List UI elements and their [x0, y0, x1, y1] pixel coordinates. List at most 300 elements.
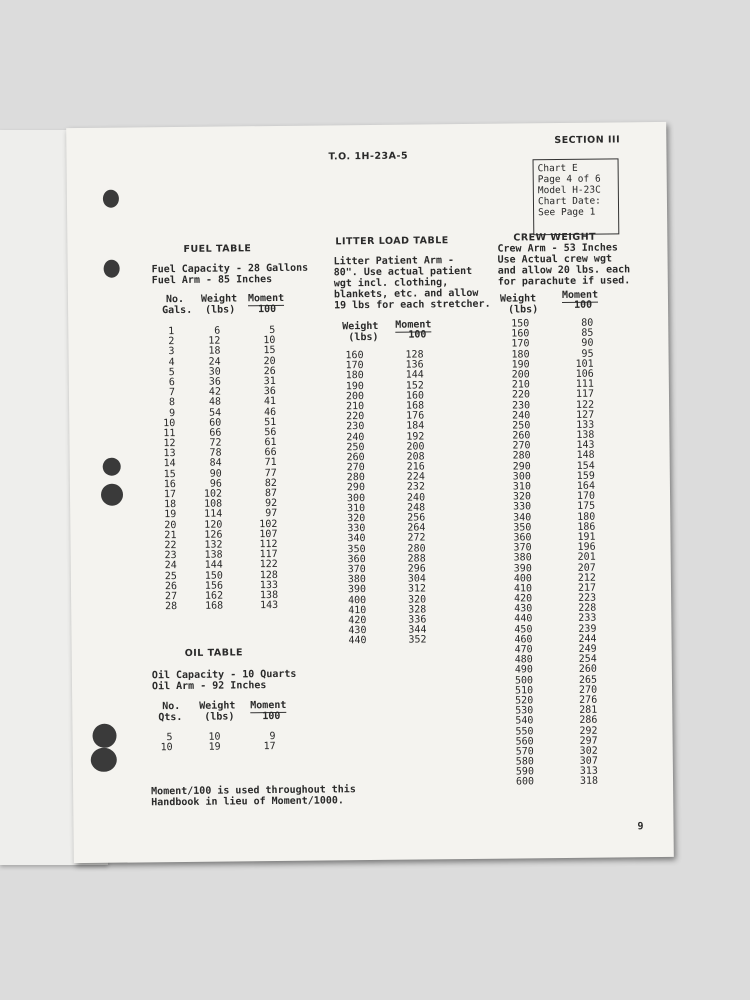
fuel-header-weight: Weight	[200, 293, 238, 305]
binder-hole	[91, 748, 117, 772]
table-cell: 320	[347, 513, 366, 525]
oil-no-column	[155, 733, 173, 754]
table-cell: 10	[263, 335, 276, 347]
table-cell: 18	[208, 345, 221, 358]
table-cell: 212	[577, 572, 596, 584]
table-cell: 217	[577, 582, 597, 594]
crew-desc-line: Use Actual crew wgt	[497, 253, 613, 266]
table-cell: 272	[407, 532, 426, 544]
table-cell: 184	[406, 420, 425, 432]
table-cell: 360	[347, 553, 366, 565]
table-cell: 260	[578, 664, 597, 676]
crew-desc-line: for parachute if used.	[497, 275, 631, 288]
table-cell: 200	[345, 390, 365, 402]
table-cell: 148	[576, 450, 595, 462]
table-cell: 26	[164, 580, 178, 592]
table-cell: 10	[163, 417, 176, 429]
table-cell: 22	[164, 539, 177, 552]
table-cell: 42	[208, 386, 221, 398]
oil-header-qts: Qts.	[158, 711, 183, 724]
table-cell: 108	[203, 498, 223, 510]
table-cell: 150	[511, 318, 530, 330]
table-cell: 430	[514, 603, 533, 615]
table-cell: 15	[263, 345, 276, 357]
table-cell: 152	[405, 379, 424, 392]
crew-weight-column	[504, 319, 534, 788]
fuel-header-gals: Gals.	[162, 304, 193, 317]
chart-box-line: Chart Date:	[537, 195, 601, 208]
table-cell: 56	[264, 426, 277, 438]
table-cell: 280	[407, 542, 426, 555]
crew-header-100: 100	[573, 299, 593, 311]
crew-header-lbs: (lbs)	[508, 304, 539, 316]
table-cell: 180	[577, 511, 596, 523]
table-cell: 5	[168, 366, 175, 378]
table-cell: 440	[348, 635, 367, 647]
table-cell: 400	[513, 572, 532, 585]
table-cell: 276	[579, 694, 598, 706]
table-cell: 6	[214, 325, 221, 337]
fuel-capacity: Fuel Capacity - 28 Gallons	[151, 262, 309, 276]
table-cell: 390	[513, 562, 532, 574]
table-cell: 144	[204, 559, 223, 572]
table-cell: 190	[511, 359, 530, 371]
table-cell: 350	[513, 522, 532, 534]
table-cell: 8	[168, 397, 176, 409]
crew-desc-line: and allow 20 lbs. each	[497, 264, 631, 277]
table-cell: 26	[263, 365, 276, 377]
fuel-no-column	[152, 327, 177, 612]
chart-box-line: Page 4 of 6	[537, 173, 601, 186]
litter-desc-line: 19 lbs for each stretcher.	[333, 298, 491, 312]
table-cell: 117	[259, 549, 278, 561]
table-cell: 61	[264, 437, 277, 449]
table-cell: 138	[204, 549, 223, 561]
table-cell: 186	[577, 521, 596, 533]
table-cell: 600	[515, 776, 535, 788]
table-cell: 66	[264, 447, 277, 459]
table-cell: 132	[204, 539, 223, 551]
table-cell: 220	[511, 389, 531, 401]
table-cell: 570	[515, 746, 534, 758]
crew-moment-label: Moment	[561, 289, 599, 301]
table-cell: 96	[209, 478, 222, 490]
table-cell: 111	[575, 378, 594, 390]
table-cell: 320	[408, 593, 427, 606]
table-cell: 164	[576, 480, 596, 492]
table-cell: 24	[164, 560, 177, 572]
table-cell: 170	[576, 490, 596, 503]
table-cell: 420	[514, 593, 533, 605]
table-cell: 307	[579, 755, 598, 767]
table-cell: 232	[406, 481, 426, 494]
table-cell: 360	[513, 532, 532, 544]
table-cell: 328	[408, 604, 427, 616]
table-cell: 312	[407, 583, 427, 595]
table-cell: 490	[514, 664, 533, 676]
litter-header-weight: Weight	[342, 320, 379, 333]
table-cell: 440	[514, 613, 533, 625]
table-cell: 344	[408, 624, 427, 636]
table-cell: 208	[406, 451, 425, 463]
chart-box-line: Model H-23C	[537, 184, 601, 197]
table-cell: 290	[512, 460, 531, 473]
oil-moment-column	[258, 732, 276, 753]
table-cell: 16	[163, 478, 176, 490]
table-cell: 71	[264, 457, 277, 469]
table-cell: 138	[259, 589, 279, 602]
table-cell: 92	[265, 498, 278, 510]
table-cell: 256	[407, 512, 426, 524]
oil-table-title: OIL TABLE	[184, 647, 244, 659]
table-cell: 170	[511, 338, 530, 350]
table-cell: 60	[209, 417, 222, 429]
table-cell: 36	[263, 386, 276, 398]
table-cell: 87	[264, 487, 278, 500]
table-cell: 17	[263, 741, 276, 753]
chart-box-line: Chart E	[537, 162, 578, 175]
table-cell: 25	[164, 570, 177, 582]
table-cell: 6	[168, 376, 175, 389]
table-cell: 1	[168, 326, 175, 338]
table-cell: 10	[208, 731, 221, 743]
table-cell: 15	[163, 468, 176, 480]
table-cell: 460	[514, 634, 533, 646]
table-cell: 143	[260, 600, 279, 612]
table-cell: 390	[347, 584, 367, 596]
litter-desc-line: blankets, etc. and allow	[333, 287, 479, 301]
table-cell: 117	[575, 388, 595, 401]
binder-hole	[92, 724, 116, 748]
table-cell: 106	[575, 368, 594, 380]
table-cell: 133	[259, 579, 279, 591]
table-cell: 220	[346, 411, 365, 423]
table-cell: 136	[405, 359, 424, 371]
table-cell: 128	[259, 569, 278, 581]
table-cell: 31	[263, 375, 276, 388]
table-cell: 233	[578, 613, 597, 625]
table-cell: 520	[515, 695, 534, 707]
table-cell: 310	[512, 481, 532, 493]
table-cell: 300	[346, 492, 366, 504]
oil-arm: Oil Arm - 92 Inches	[151, 680, 267, 693]
table-cell: 5	[166, 732, 173, 744]
table-cell: 13	[163, 448, 176, 460]
table-cell: 340	[513, 511, 532, 524]
table-cell: 27	[164, 590, 178, 603]
table-cell: 156	[204, 580, 224, 592]
footnote-line: Moment/100 is used throughout this	[151, 784, 356, 798]
table-cell: 288	[407, 553, 426, 565]
fuel-moment-column	[250, 326, 278, 611]
table-cell: 302	[579, 745, 598, 757]
table-cell: 107	[259, 528, 278, 540]
table-cell: 128	[405, 349, 424, 361]
table-cell: 240	[346, 431, 365, 443]
table-cell: 127	[576, 409, 595, 421]
table-cell: 380	[513, 552, 532, 564]
table-cell: 10	[160, 742, 173, 754]
table-cell: 9	[169, 407, 176, 419]
crew-desc-line: Crew Arm - 53 Inches	[497, 242, 618, 255]
table-cell: 260	[346, 451, 365, 464]
table-cell: 180	[511, 348, 530, 361]
table-cell: 313	[579, 765, 598, 778]
table-cell: 201	[577, 551, 596, 564]
table-cell: 380	[347, 574, 366, 586]
table-cell: 410	[513, 583, 533, 595]
table-cell: 3	[168, 346, 175, 358]
table-cell: 265	[578, 674, 598, 686]
table-cell: 102	[259, 518, 278, 530]
table-cell: 320	[512, 491, 532, 503]
table-cell: 500	[514, 674, 534, 687]
table-cell: 120	[204, 519, 223, 531]
table-cell: 90	[209, 468, 222, 480]
table-cell: 170	[345, 360, 364, 372]
crew-table-title: CREW WEIGHT	[513, 231, 597, 244]
table-cell: 144	[405, 369, 424, 381]
table-cell: 4	[168, 356, 175, 368]
table-cell: 470	[514, 644, 533, 656]
table-cell: 20	[263, 355, 276, 367]
table-cell: 150	[204, 570, 223, 582]
table-cell: 126	[204, 529, 223, 541]
litter-desc-line: Litter Patient Arm -	[333, 255, 455, 268]
litter-header-lbs: (lbs)	[348, 331, 379, 344]
table-cell: 254	[578, 653, 597, 666]
table-cell: 78	[209, 447, 222, 459]
table-cell: 11	[163, 427, 176, 440]
table-cell: 430	[348, 625, 367, 637]
binder-hole	[104, 260, 120, 278]
table-cell: 54	[209, 407, 222, 419]
table-cell: 210	[511, 379, 530, 391]
table-cell: 207	[577, 562, 596, 574]
table-cell: 352	[408, 634, 427, 646]
table-cell: 270	[346, 462, 365, 474]
table-cell: 80	[581, 317, 594, 329]
table-cell: 304	[407, 573, 426, 585]
litter-moment-label: Moment	[395, 319, 432, 331]
table-cell: 28	[165, 601, 178, 613]
table-cell: 590	[515, 766, 534, 778]
crew-header-weight: Weight	[499, 293, 537, 305]
table-cell: 260	[512, 430, 531, 442]
table-cell: 143	[576, 439, 595, 452]
table-cell: 450	[514, 623, 533, 636]
table-cell: 281	[579, 704, 598, 716]
oil-moment-label: Moment	[250, 699, 287, 712]
litter-table-title: LITTER LOAD TABLE	[335, 235, 449, 248]
table-cell: 18	[164, 499, 177, 511]
table-cell: 310	[347, 502, 366, 515]
table-cell: 168	[205, 600, 224, 612]
table-cell: 240	[406, 492, 426, 504]
table-cell: 24	[208, 356, 221, 368]
table-cell: 200	[406, 441, 425, 453]
table-cell: 51	[264, 416, 277, 428]
table-cell: 82	[264, 477, 277, 489]
fuel-moment-label: Moment	[247, 292, 285, 305]
table-cell: 175	[577, 501, 596, 513]
table-cell: 297	[579, 735, 598, 747]
footnote-line: Handbook in lieu of Moment/1000.	[151, 795, 344, 809]
table-cell: 336	[408, 614, 427, 626]
table-cell: 72	[209, 437, 222, 449]
litter-moment-column	[399, 350, 427, 646]
table-cell: 190	[345, 380, 364, 392]
oil-header-weight: Weight	[199, 700, 236, 712]
litter-desc-line: wgt incl. clothing,	[333, 277, 449, 290]
table-cell: 223	[578, 592, 597, 604]
table-cell: 114	[204, 508, 223, 521]
table-cell: 30	[208, 366, 221, 378]
table-cell: 85	[581, 327, 594, 339]
fuel-table-title: FUEL TABLE	[183, 243, 252, 255]
table-cell: 250	[512, 420, 531, 432]
table-cell: 560	[515, 735, 534, 748]
table-cell: 370	[347, 563, 366, 576]
table-cell: 270	[512, 440, 531, 452]
table-cell: 154	[576, 460, 595, 472]
table-cell: 200	[511, 369, 530, 381]
table-cell: 20	[164, 519, 177, 531]
table-cell: 480	[514, 654, 533, 666]
oil-header-no: No.	[162, 700, 181, 713]
table-cell: 160	[345, 350, 364, 362]
table-cell: 112	[259, 538, 278, 551]
table-cell: 95	[581, 348, 594, 360]
page-number: 9	[637, 821, 644, 833]
table-cell: 168	[405, 400, 425, 412]
table-cell: 101	[575, 358, 594, 370]
table-cell: 23	[164, 550, 177, 562]
table-cell: 17	[163, 489, 177, 501]
table-cell: 12	[208, 335, 221, 347]
table-cell: 216	[406, 461, 425, 473]
fuel-weight-column	[198, 327, 223, 612]
table-cell: 224	[406, 471, 425, 483]
table-cell: 122	[575, 399, 595, 411]
fuel-header-lbs: (lbs)	[205, 304, 236, 316]
table-cell: 180	[345, 370, 364, 382]
table-cell: 21	[164, 529, 177, 541]
table-cell: 240	[512, 410, 531, 422]
table-cell: 340	[347, 533, 366, 545]
table-cell: 300	[512, 471, 531, 483]
table-cell: 230	[346, 421, 365, 433]
litter-desc-line: 80". Use actual patient	[333, 265, 473, 279]
table-cell: 48	[208, 396, 222, 408]
table-cell: 510	[514, 685, 534, 697]
litter-header-100: 100	[408, 329, 427, 341]
oil-header-100: 100	[262, 710, 281, 723]
table-cell: 280	[512, 450, 531, 462]
table-cell: 290	[346, 482, 366, 494]
chart-info-box	[533, 158, 620, 235]
oil-header-lbs: (lbs)	[204, 711, 235, 723]
table-cell: 84	[209, 457, 222, 470]
crew-moment-column	[568, 319, 598, 788]
table-cell: 191	[577, 531, 596, 543]
table-cell: 160	[405, 390, 425, 402]
table-cell: 162	[204, 590, 224, 602]
table-cell: 318	[579, 776, 599, 788]
table-cell: 248	[407, 502, 426, 514]
document-page	[66, 122, 674, 863]
table-cell: 210	[345, 400, 365, 413]
table-cell: 296	[407, 563, 426, 575]
table-cell: 270	[578, 684, 598, 696]
table-cell: 244	[578, 633, 597, 645]
oil-capacity: Oil Capacity - 10 Quarts	[151, 668, 297, 682]
table-cell: 400	[348, 594, 367, 606]
table-cell: 46	[264, 406, 277, 418]
table-cell: 540	[515, 715, 534, 727]
litter-weight-column	[339, 351, 367, 647]
binder-hole	[103, 458, 121, 476]
table-cell: 410	[348, 604, 367, 616]
binder-hole	[101, 484, 123, 506]
oil-weight-column	[203, 733, 221, 754]
table-cell: 160	[511, 328, 530, 340]
table-cell: 12	[163, 438, 176, 450]
table-cell: 19	[164, 509, 177, 521]
table-cell: 550	[515, 725, 534, 737]
table-cell: 9	[269, 731, 276, 743]
table-cell: 2	[168, 336, 175, 348]
table-cell: 228	[578, 602, 597, 615]
table-cell: 138	[576, 429, 595, 441]
table-cell: 250	[346, 441, 365, 453]
chart-box-line: See Page 1	[538, 206, 596, 219]
table-cell: 122	[259, 559, 278, 571]
table-cell: 192	[406, 430, 425, 443]
table-cell: 176	[406, 410, 425, 422]
table-cell: 280	[346, 472, 365, 484]
table-cell: 286	[579, 714, 598, 727]
table-cell: 370	[513, 542, 532, 554]
table-cell: 420	[348, 614, 367, 627]
table-cell: 330	[513, 501, 532, 513]
fuel-arm: Fuel Arm - 85 Inches	[151, 274, 273, 287]
table-cell: 90	[581, 338, 594, 350]
table-cell: 580	[515, 756, 534, 768]
table-cell: 292	[579, 725, 598, 737]
table-cell: 5	[269, 324, 276, 337]
table-cell: 102	[203, 488, 223, 500]
table-cell: 159	[576, 470, 595, 482]
table-cell: 41	[263, 396, 277, 408]
fuel-header-100: 100	[258, 303, 277, 316]
table-cell: 97	[265, 508, 278, 520]
document-number: T.O. 1H-23A-5	[328, 150, 409, 163]
table-cell: 133	[576, 419, 595, 431]
table-cell: 77	[264, 467, 277, 479]
binder-hole	[103, 190, 119, 208]
table-cell: 249	[578, 643, 597, 655]
table-cell: 530	[515, 705, 534, 717]
table-cell: 350	[347, 543, 366, 555]
fuel-header-no: No.	[165, 293, 185, 306]
table-cell: 36	[208, 376, 221, 388]
table-cell: 19	[208, 741, 221, 753]
table-cell: 239	[578, 623, 597, 635]
table-cell: 14	[163, 458, 176, 470]
table-cell: 196	[577, 541, 596, 553]
section-label: SECTION III	[554, 134, 621, 147]
